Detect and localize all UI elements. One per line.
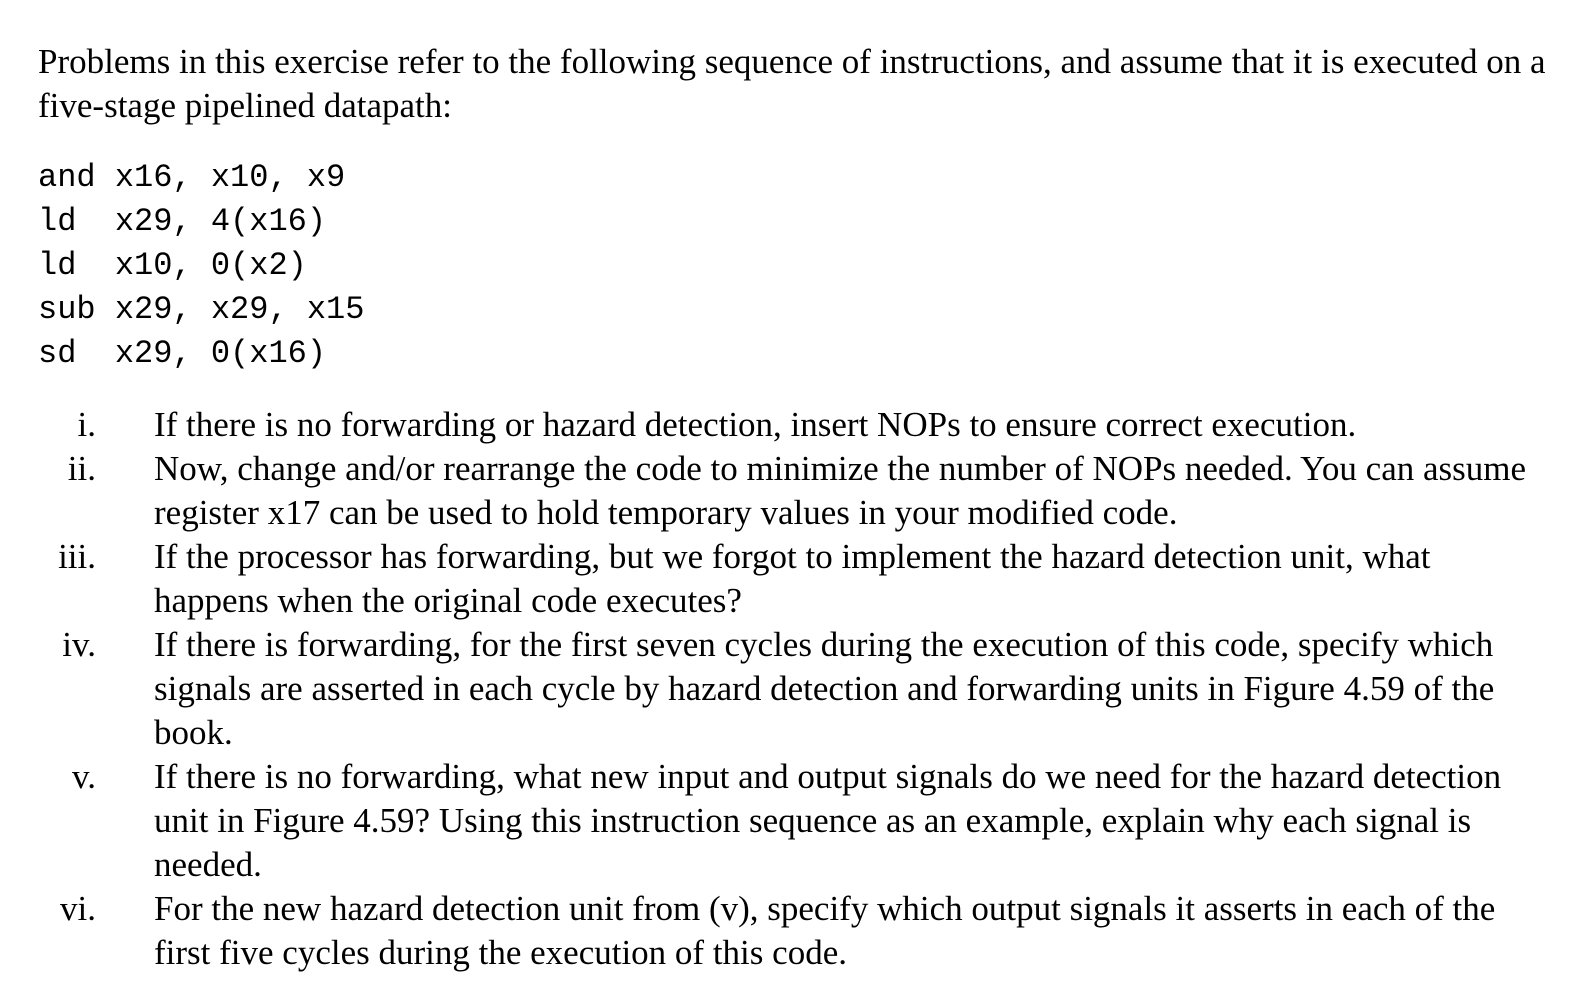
question-text: Now, change and/or rearrange the code to minimize the number of NOPs needed. You can assume register x17 can be used to hold temporary values in your modified code. [154,449,1527,532]
question-item [0,403,1544,447]
intro-paragraph: Problems in this exercise refer to the following sequence of instructions, and assume that it is executed on a five-stage pipelined datapath: [38,42,1546,125]
question-number: ii. [67,449,96,488]
instruction-sequence [38,156,364,376]
question-text: If there is no forwarding or hazard detection, insert NOPs to ensure correct execution. [154,405,1357,444]
code-line: and x16, x10, x9 [38,159,346,196]
question-text: If there is forwarding, for the first seven cycles during the execution of this code, specify which signals are asserted in each cycle by hazard detection and forwarding units in Figure 4.59 of the book. [154,625,1495,752]
question-number: v. [72,757,96,796]
question-number: vi. [60,889,96,928]
question-number: iii. [58,537,96,576]
question-number: iv. [62,625,96,664]
question-number: i. [77,405,96,444]
question-text: If there is no forwarding, what new input and output signals do we need for the hazard detection unit in Figure 4.59? Using this instruction sequence as an example, explain why each signal is needed. [154,757,1502,884]
question-item [0,755,1544,887]
code-line: sd x29, 0(x16) [38,335,327,372]
code-line: ld x29, 4(x16) [38,203,327,240]
question-item [0,887,1544,975]
question-item [0,447,1544,535]
question-text: For the new hazard detection unit from (v), specify which output signals it asserts in each of the first five cycles during the execution of this code. [154,889,1496,972]
code-line: sub x29, x29, x15 [38,291,365,328]
question-list [0,403,1544,975]
question-item [0,623,1544,755]
question-item [0,535,1544,623]
code-line: ld x10, 0(x2) [38,247,307,284]
question-text: If the processor has forwarding, but we forgot to implement the hazard detection unit, what happens when the original code executes? [154,537,1431,620]
